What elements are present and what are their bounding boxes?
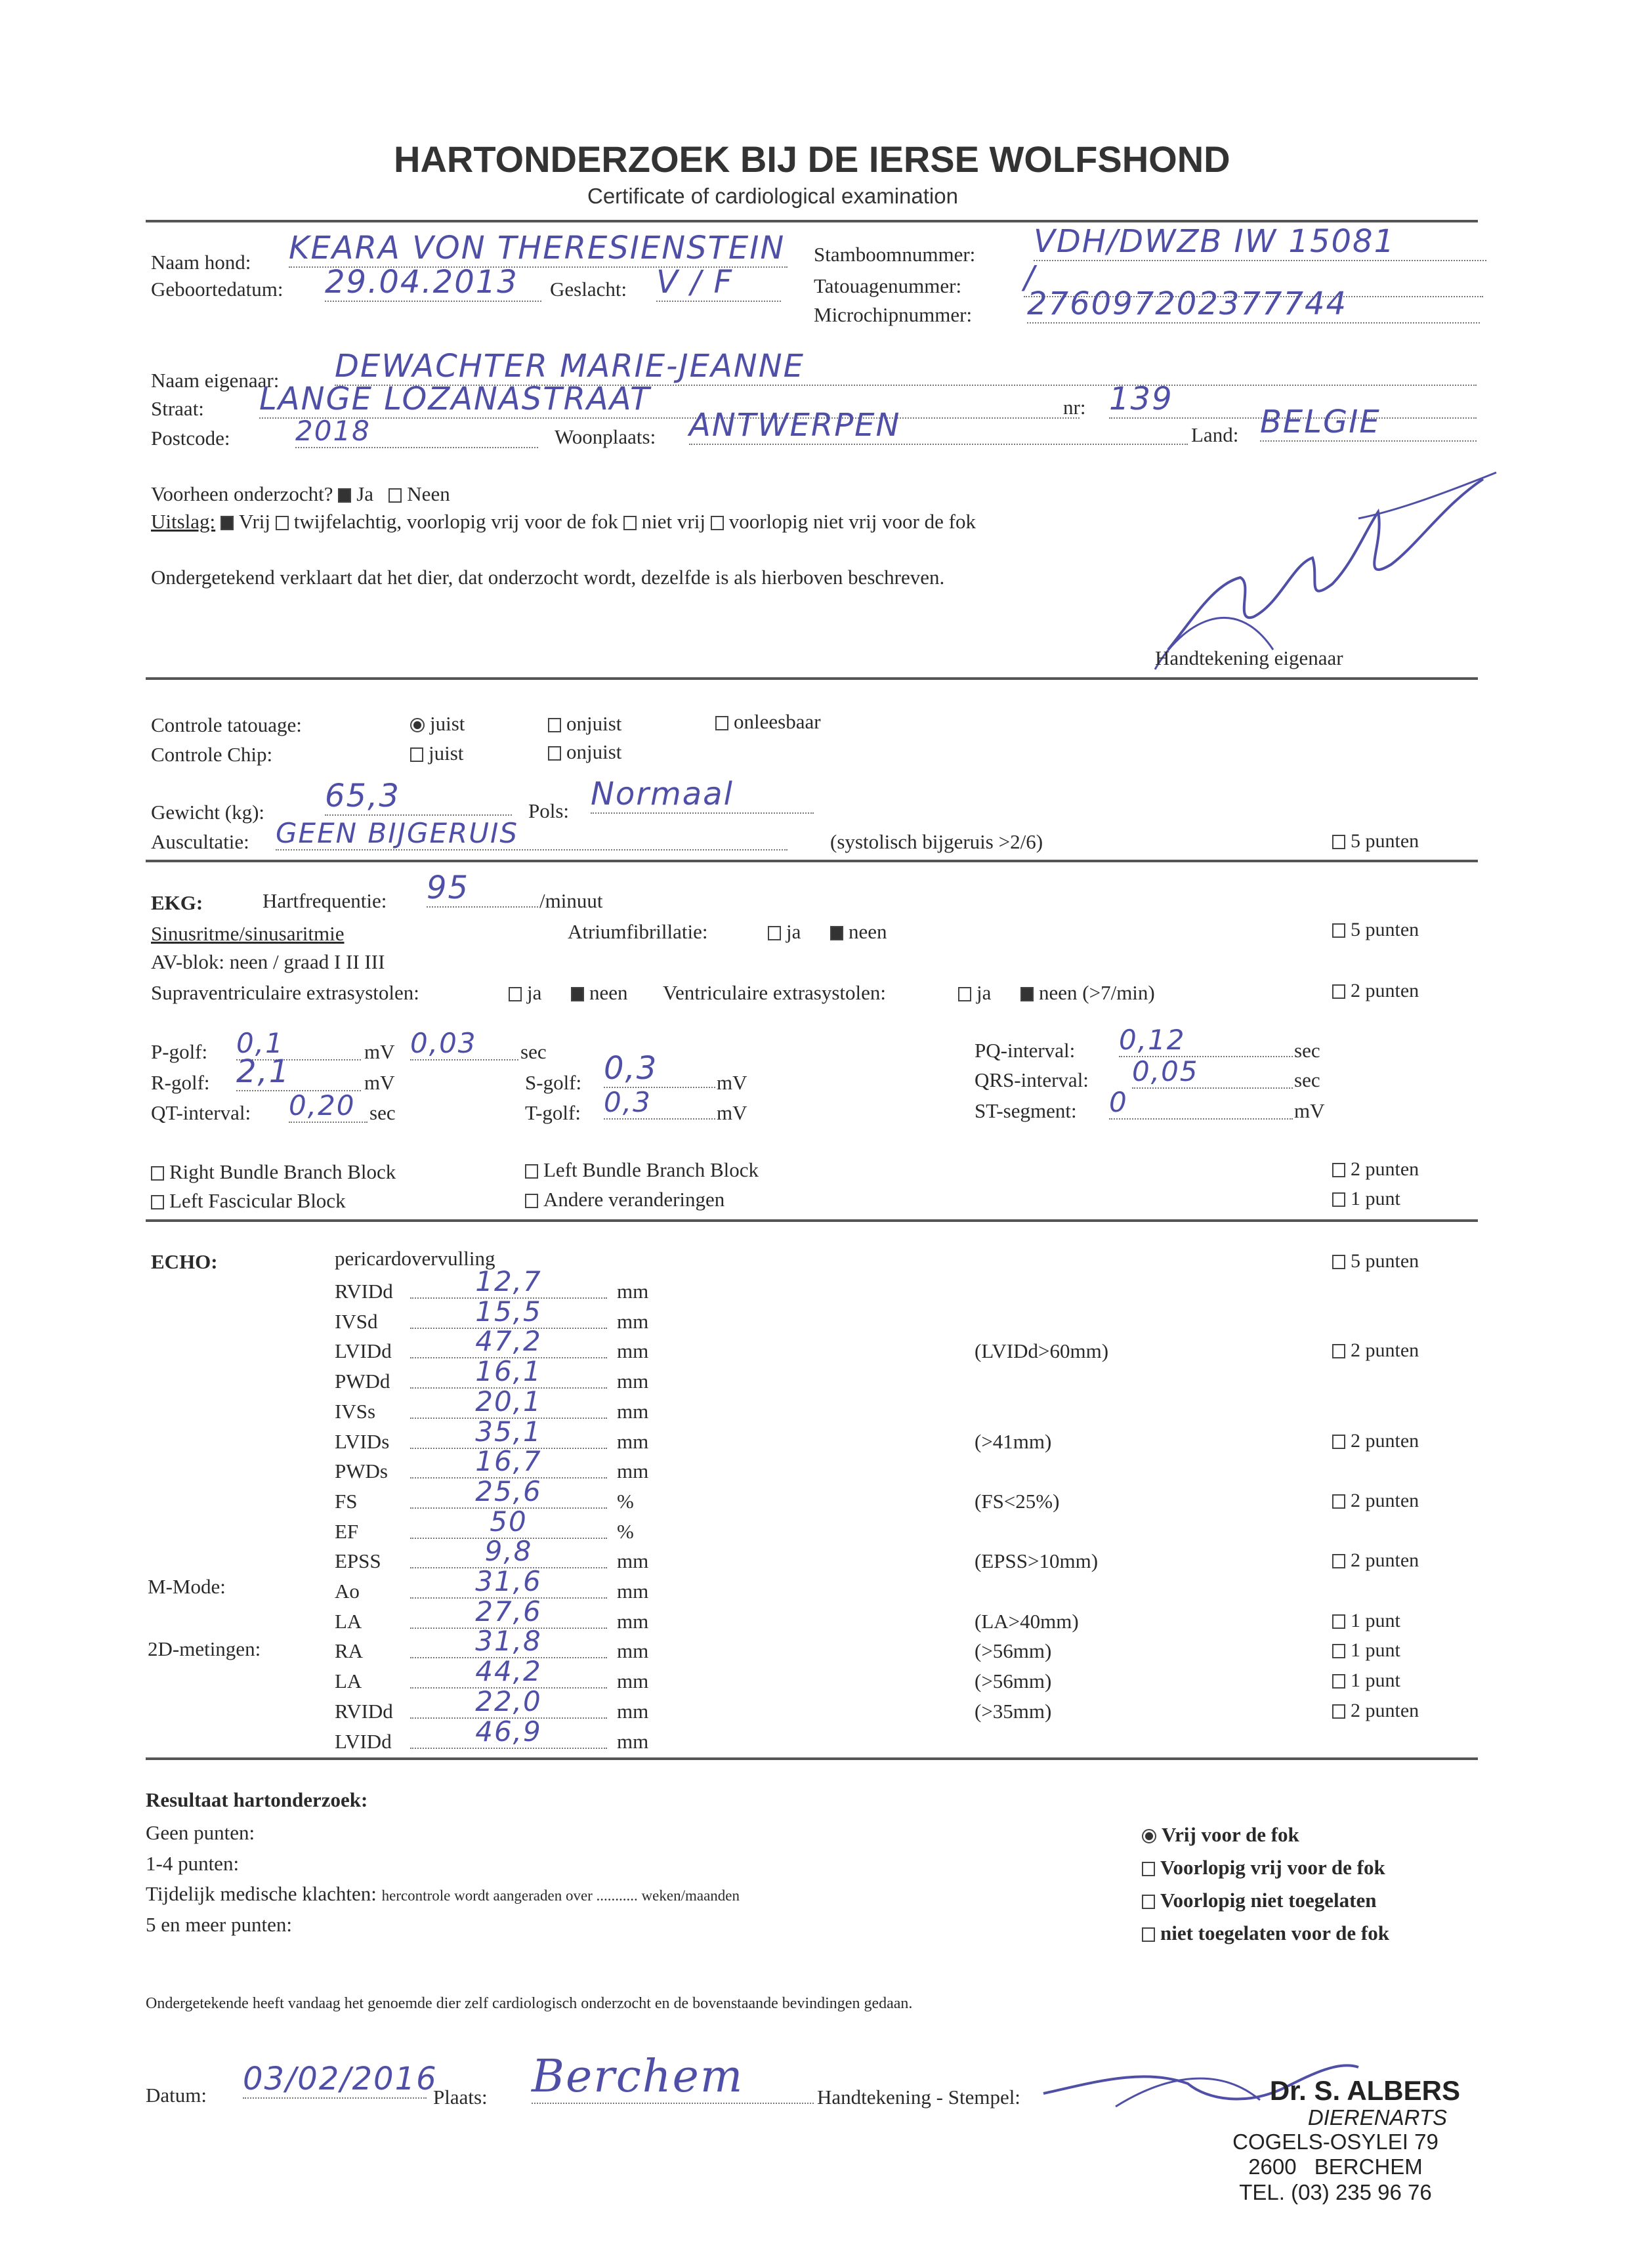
points-label: 2 punten [1351,1700,1419,1721]
supra-no [571,981,628,1005]
yes-label: Ja [356,482,374,505]
checkbox-not-allowed[interactable] [1142,1927,1155,1942]
vet-declaration: Ondergetekende heeft vandaag het genoemde dier zelf cardiologisch onderzocht en de bovenstaande bevindingen gedaan. [146,1995,913,2012]
opt-vrij: Vrij [238,510,270,533]
incorrect-label: onjuist [566,740,622,763]
echo-row-unit: mm [617,1310,649,1333]
tattoo-value: / [1024,259,1483,297]
echo-row-label: RVIDd [335,1700,393,1723]
checkbox-supra-yes[interactable] [509,987,522,1001]
owner-signature-image [1142,453,1509,676]
checkbox-rbbb[interactable] [151,1166,164,1181]
points-label: 1 punt [1351,1610,1400,1631]
stamp-city: 2600 BERCHEM [1248,2154,1423,2179]
checkbox-points[interactable] [1332,1644,1345,1658]
mv-unit: mV [364,1071,395,1094]
divider [146,860,1478,862]
lbbb-label: Left Bundle Branch Block [543,1158,759,1181]
echo-row-label: LVIDd [335,1339,392,1362]
echo-row-unit: mm [617,1460,649,1482]
no-label: Neen [407,482,450,505]
other-changes-label: Andere veranderingen [543,1188,725,1211]
checkbox-points[interactable] [1332,1704,1345,1719]
echo-row-value: 20,1 [410,1385,607,1419]
chip-label: Microchipnummer: [814,303,973,326]
checkbox-other-changes[interactable] [525,1194,538,1208]
country-label: Land: [1191,423,1239,446]
ventr-yes [958,981,991,1005]
previous-exam [151,482,450,506]
ventr-no [1020,981,1155,1005]
checkbox-points[interactable] [1332,1494,1345,1509]
mv-unit: mV [364,1040,395,1063]
neen-label: neen [589,981,628,1004]
owner-name-value: DEWACHTER MARIE-JEANNE [335,348,1477,386]
echo-row-value: 35,1 [410,1416,607,1449]
tattoo-incorrect [548,712,621,736]
checkbox-points[interactable] [1332,1435,1345,1449]
date-value: 03/02/2016 [243,2061,438,2097]
checkbox-points[interactable] [1332,1614,1345,1629]
points-label: 1 punt [1351,1188,1400,1209]
points-label: 2 punten [1351,1490,1419,1511]
checkbox-af-no[interactable] [830,926,843,940]
echo-row-value: 46,9 [410,1715,607,1749]
stamp-name: Dr. S. ALBERS [1269,2075,1460,2106]
temp-label: Tijdelijk medische klachten: [146,1882,377,1905]
checkbox-ventr-no[interactable] [1020,987,1034,1001]
outcome-provisional-free [1142,1856,1385,1880]
echo-row-value: 27,6 [410,1595,607,1629]
unreadable-label: onleesbaar [734,710,821,733]
p-wave-mv: 0,1 [236,1027,361,1060]
previous-exam-label: Voorheen onderzocht? [151,482,333,505]
echo-row-value: 31,8 [410,1625,607,1658]
auscultation-value: GEEN BIJGERUIS [276,817,788,850]
checkbox-5-points[interactable] [1332,1255,1345,1269]
incorrect-label: onjuist [566,712,622,735]
checkbox-points[interactable] [1332,1554,1345,1568]
page-subtitle: Certificate of cardiological examination [587,184,958,208]
echo-row-label: RA [335,1639,364,1662]
echo-row-points [1332,1430,1419,1452]
outcome-label: Voorlopig vrij voor de fok [1160,1856,1385,1879]
points-label: 1 punt [1351,1639,1400,1661]
weight-label: Gewicht (kg): [151,801,265,824]
echo-row-points [1332,1670,1400,1692]
qrs-label: QRS-interval: [975,1068,1089,1091]
qt-value: 0,20 [289,1089,368,1123]
echo-row-points [1332,1700,1419,1722]
echo-row-label: LA [335,1670,362,1692]
opt-twijfel: twijfelachtig, voorlopig vrij voor de fok [293,510,618,533]
checkbox-voorlopig-niet[interactable] [711,516,724,530]
echo-row-label: LVIDs [335,1430,390,1453]
echo-row-unit: % [617,1490,634,1513]
echo-row-unit: mm [617,1580,649,1603]
pq-value: 0,12 [1119,1024,1293,1057]
street-label: Straat: [151,397,204,420]
qt-label: QT-interval: [151,1101,251,1124]
signature-stamp-label: Handtekening - Stempel: [817,2086,1020,2109]
echo-row-criterion: (>56mm) [975,1639,1052,1662]
echo-row-points [1332,1339,1419,1362]
af-yes [768,920,801,944]
outcome-label: niet toegelaten voor de fok [1160,1922,1389,1944]
echo-row-criterion: (>56mm) [975,1670,1052,1692]
echo-label: ECHO: [151,1250,218,1273]
divider [146,677,1478,680]
ja-label: ja [976,981,992,1004]
chip-control-label: Controle Chip: [151,743,273,766]
echo-row-unit: mm [617,1430,649,1453]
city-value: ANTWERPEN [689,407,1188,445]
supra-yes [509,981,541,1005]
tattoo-label: Tatouagenummer: [814,274,962,297]
checkbox-niet-vrij[interactable] [623,516,637,530]
checkbox-chip-incorrect[interactable] [548,746,561,761]
checkbox-lbbb[interactable] [525,1164,538,1179]
points-label: 2 punten [1351,1158,1419,1180]
neen-label: neen (>7/min) [1039,981,1155,1004]
st-value: 0 [1109,1086,1293,1120]
echo-row-label: RVIDd [335,1280,393,1303]
echo-row-label: PWDs [335,1460,388,1482]
echo-row-label: Ao [335,1580,360,1603]
chip-correct [410,742,463,765]
checkbox-twijfel[interactable] [276,516,289,530]
checkbox-ventr-yes[interactable] [958,987,971,1001]
checkbox-provisional-not[interactable] [1142,1895,1155,1909]
divider [146,220,1478,222]
s-wave-value: 0,3 [604,1050,715,1088]
mv-unit: mV [717,1071,747,1094]
auscultation-label: Auscultatie: [151,830,249,853]
outcome-free [1142,1823,1299,1847]
opt-voorlopig-niet: voorlopig niet vrij voor de fok [728,510,976,533]
outcome-not-allowed [1142,1922,1389,1945]
country-value: BELGIE [1260,404,1477,442]
place-label: Plaats: [433,2086,488,2109]
divider [146,1757,1478,1760]
ja-label: ja [786,920,801,943]
checkbox-tattoo-incorrect[interactable] [548,718,561,732]
checkbox-2-points[interactable] [1332,1163,1345,1177]
birth-value: 29.04.2013 [325,264,541,302]
echo-row-unit: % [617,1520,634,1543]
nr-value: 139 [1109,381,1477,419]
fascicular-points [1332,1188,1400,1210]
outcome-provisional-not [1142,1889,1376,1912]
av-block: AV-blok: neen / graad I II III [151,950,385,973]
supra-label: Supraventriculaire extrasystolen: [151,981,419,1004]
echo-row-value: 9,8 [410,1535,607,1568]
outcome-label: Voorlopig niet toegelaten [1160,1889,1377,1912]
tattoo-control-label: Controle tatouage: [151,713,302,736]
echo-row-points [1332,1549,1419,1572]
echo-row-label: IVSs [335,1400,376,1423]
echo-row-unit: mm [617,1339,649,1362]
dog-name-label: Naam hond: [151,251,251,274]
checkbox-points[interactable] [1332,1344,1345,1358]
t-wave-label: T-golf: [525,1101,581,1124]
postcode-value: 2018 [295,415,538,448]
checkbox-5-points[interactable] [1332,923,1345,938]
checkbox-points[interactable] [1332,1674,1345,1689]
p-wave-sec: 0,03 [410,1027,518,1060]
sec-unit: sec [1294,1068,1320,1091]
divider [146,1219,1478,1222]
heart-rate-value: 95 [427,870,538,908]
extrasystole-points [1332,980,1419,1002]
echo-row-label: FS [335,1490,358,1513]
echo-row-label: EF [335,1520,359,1543]
checkbox-2-points[interactable] [1332,984,1345,999]
auscultation-note: (systolisch bijgeruis >2/6) [830,830,1043,853]
echo-row-unit: mm [617,1700,649,1723]
checkbox-tattoo-unreadable[interactable] [715,716,728,730]
echo-row-unit: mm [617,1280,649,1303]
pulse-value: Normaal [591,776,814,814]
checkbox-1-point[interactable] [1332,1192,1345,1207]
sec-unit: sec [369,1101,396,1124]
owner-signature-label: Handtekening eigenaar [1155,646,1343,669]
owner-name-label: Naam eigenaar: [151,369,280,392]
qrs-value: 0,05 [1132,1055,1293,1089]
points-label: 2 punten [1351,1339,1419,1361]
echo-row-value: 16,1 [410,1355,607,1389]
checkbox-no[interactable] [388,488,402,503]
sinus-rhythm: Sinusritme/sinusaritmie [151,922,345,945]
points-label: 5 punten [1351,830,1419,852]
echo-row-points [1332,1610,1400,1632]
echo-row-points [1332,1639,1400,1662]
echo-row-criterion: (LVIDd>60mm) [975,1339,1109,1362]
echo-row-value: 25,6 [410,1475,607,1509]
bundle-points [1332,1158,1419,1181]
result-label: Uitslag: [151,510,216,533]
st-label: ST-segment: [975,1099,1077,1122]
sex-label: Geslacht: [550,278,627,301]
af-no [830,920,887,944]
mv-unit: mV [717,1101,747,1124]
temp-complaints [146,1882,740,1906]
echo-row-unit: mm [617,1610,649,1633]
stamp-street: COGELS-OSYLEI 79 [1232,2130,1438,2154]
checkbox-lfb[interactable] [151,1195,164,1209]
points-label: 2 punten [1351,1430,1419,1452]
pericard-points [1332,1250,1419,1272]
echo-row-value: 16,7 [410,1445,607,1479]
radio-tattoo-correct[interactable] [410,718,425,732]
echo-row-criterion: (>41mm) [975,1430,1052,1453]
birth-label: Geboortedatum: [151,278,284,301]
owner-declaration: Ondergetekend verklaart dat het dier, dat onderzocht wordt, dezelfde is als hierboven beschreven. [151,566,945,589]
ventr-label: Ventriculaire extrasystolen: [663,981,887,1004]
opt-niet-vrij: niet vrij [641,510,705,533]
heart-rate-label: Hartfrequentie: [262,889,387,912]
echo-row-unit: mm [617,1670,649,1692]
sec-unit: sec [520,1040,547,1063]
pulse-label: Pols: [528,799,570,822]
echo-row-label: LA [335,1610,362,1633]
lfb-label: Left Fascicular Block [169,1189,346,1212]
echo-row-unit: mm [617,1730,649,1753]
r-wave-value: 2,1 [236,1053,361,1091]
r-wave-label: R-golf: [151,1071,210,1094]
correct-label: juist [429,742,464,765]
s-wave-label: S-golf: [525,1071,582,1094]
chip-incorrect [548,740,621,764]
pericard-label: pericardovervulling [335,1247,495,1270]
lfb [151,1189,346,1213]
echo-row-criterion: (>35mm) [975,1700,1052,1723]
weight-value: 65,3 [325,778,512,816]
nr-label: nr: [1063,396,1086,419]
other-changes [525,1188,724,1211]
echo-row-value: 50 [410,1505,607,1539]
pedigree-value: VDH/DWZB IW 15081 [1034,223,1486,261]
auscultation-points [1332,830,1419,852]
echo-row-label: IVSd [335,1310,378,1333]
checkbox-5-points[interactable] [1332,835,1345,849]
echo-row-value: 12,7 [410,1265,607,1299]
heart-rate-unit: /minuut [539,889,603,912]
checkbox-chip-correct[interactable] [410,747,423,762]
2d-label: 2D-metingen: [148,1637,261,1660]
neen-label: neen [849,920,887,943]
echo-row-value: 22,0 [410,1685,607,1719]
echo-row-criterion: (FS<25%) [975,1490,1060,1513]
page-title: HARTONDERZOEK BIJ DE IERSE WOLFSHOND [394,138,1230,180]
echo-row-unit: mm [617,1549,649,1572]
points-label: 2 punten [1351,980,1419,1001]
stamp-telephone: TEL. (03) 235 96 76 [1239,2180,1432,2204]
echo-row-unit: mm [617,1639,649,1662]
mmode-label: M-Mode: [148,1575,226,1598]
p-wave-label: P-golf: [151,1040,208,1063]
5-plus-points-label: 5 en meer punten: [146,1913,292,1936]
sec-unit: sec [1294,1039,1320,1062]
previous-result [151,510,976,534]
points-label: 2 punten [1351,1549,1419,1571]
pq-label: PQ-interval: [975,1039,1076,1062]
echo-row-criterion: (EPSS>10mm) [975,1549,1099,1572]
echo-row-value: 31,6 [410,1565,607,1599]
stamp-title: DIERENARTS [1307,2105,1447,2130]
chip-value: 276097202377744 [1027,285,1480,324]
result-heading: Resultaat hartonderzoek: [146,1788,368,1811]
checkbox-af-yes[interactable] [768,926,781,940]
echo-row-label: LVIDd [335,1730,392,1753]
radio-free[interactable] [1142,1829,1156,1843]
echo-row-value: 15,5 [410,1295,607,1329]
mv-unit: mV [1294,1099,1325,1122]
points-label: 5 punten [1351,919,1419,940]
echo-row-points [1332,1490,1419,1512]
dog-name-value: KEARA VON THERESIENSTEIN [289,230,788,268]
tattoo-unreadable [715,710,821,734]
pedigree-label: Stamboomnummer: [814,243,976,266]
af-label: Atriumfibrillatie: [568,920,708,943]
postcode-label: Postcode: [151,427,230,450]
city-label: Woonplaats: [555,425,656,448]
points-label: 5 punten [1351,1250,1419,1272]
1-4-points-label: 1-4 punten: [146,1852,240,1875]
af-points [1332,919,1419,941]
t-wave-value: 0,3 [604,1086,715,1120]
place-value: Berchem [532,2051,814,2104]
date-label: Datum: [146,2084,207,2107]
street-value: LANGE LOZANASTRAAT [259,381,1080,419]
echo-row-unit: mm [617,1400,649,1423]
lbbb [525,1158,759,1182]
echo-row-criterion: (LA>40mm) [975,1610,1079,1633]
temp-note: hercontrole wordt aangeraden over ........... weken/maanden [381,1887,740,1904]
echo-row-value: 44,2 [410,1655,607,1689]
ja-label: ja [527,981,542,1004]
no-points-label: Geen punten: [146,1821,255,1844]
echo-row-label: EPSS [335,1549,381,1572]
checkbox-provisional-free[interactable] [1142,1862,1155,1876]
sex-value: V / F [656,264,781,302]
points-label: 1 punt [1351,1670,1400,1691]
correct-label: juist [430,712,465,735]
ekg-label: EKG: [151,891,203,914]
checkbox-vrij[interactable] [220,516,234,530]
outcome-label: Vrij voor de fok [1162,1823,1299,1846]
rbbb [151,1160,396,1184]
echo-row-unit: mm [617,1370,649,1393]
echo-row-value: 47,2 [410,1325,607,1358]
checkbox-yes[interactable] [338,488,351,503]
checkbox-supra-no[interactable] [571,987,584,1001]
tattoo-correct [410,712,465,736]
rbbb-label: Right Bundle Branch Block [169,1160,396,1183]
echo-row-label: PWDd [335,1370,390,1393]
